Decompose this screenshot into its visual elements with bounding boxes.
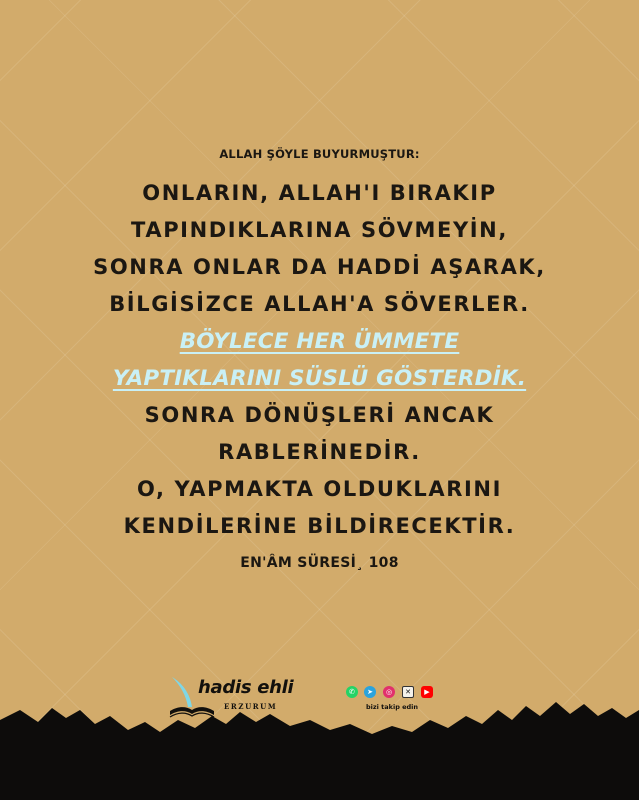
logo-city: ERZURUM: [224, 702, 278, 711]
x-icon[interactable]: ✕: [402, 686, 414, 698]
verse-text: [0, 175, 639, 545]
social-links: [346, 686, 446, 716]
verse-line: SONRA ONLAR DA HADDİ AŞARAK,: [93, 255, 546, 279]
verse-line: RABLERİNEDİR.: [218, 440, 421, 464]
verse-line: ONLARIN, ALLAH'I BIRAKIP: [142, 181, 497, 205]
highlighted-verse-line: YAPTIKLARINI SÜSLÜ GÖSTERDİK.: [112, 366, 527, 391]
logo-name: hadis ehli: [198, 677, 294, 698]
verse-line: O, YAPMAKTA OLDUKLARINI: [137, 477, 502, 501]
hadis-ehli-logo: [168, 673, 308, 723]
whatsapp-icon[interactable]: ✆: [346, 686, 358, 698]
mountain-silhouette: [0, 680, 639, 800]
verse-line: SONRA DÖNÜŞLERİ ANCAK: [144, 403, 495, 427]
verse-line: BİLGİSİZCE ALLAH'A SÖVERLER.: [109, 292, 530, 316]
instagram-icon[interactable]: ◎: [383, 686, 395, 698]
intro-text: ALLAH ŞÖYLE BUYURMUŞTUR:: [219, 147, 420, 161]
verse-line: TAPINDIKLARINA SÖVMEYİN,: [131, 218, 508, 242]
telegram-icon[interactable]: ➤: [364, 686, 376, 698]
highlighted-verse-line: BÖYLECE HER ÜMMETE: [179, 329, 460, 354]
verse-line: KENDİLERİNE BİLDİRECEKTİR.: [123, 514, 516, 538]
youtube-icon[interactable]: ▶: [421, 686, 433, 698]
verse-source: EN'ÂM SÜRESİ¸ 108: [240, 555, 399, 571]
follow-text: bizi takip edin: [366, 703, 419, 711]
